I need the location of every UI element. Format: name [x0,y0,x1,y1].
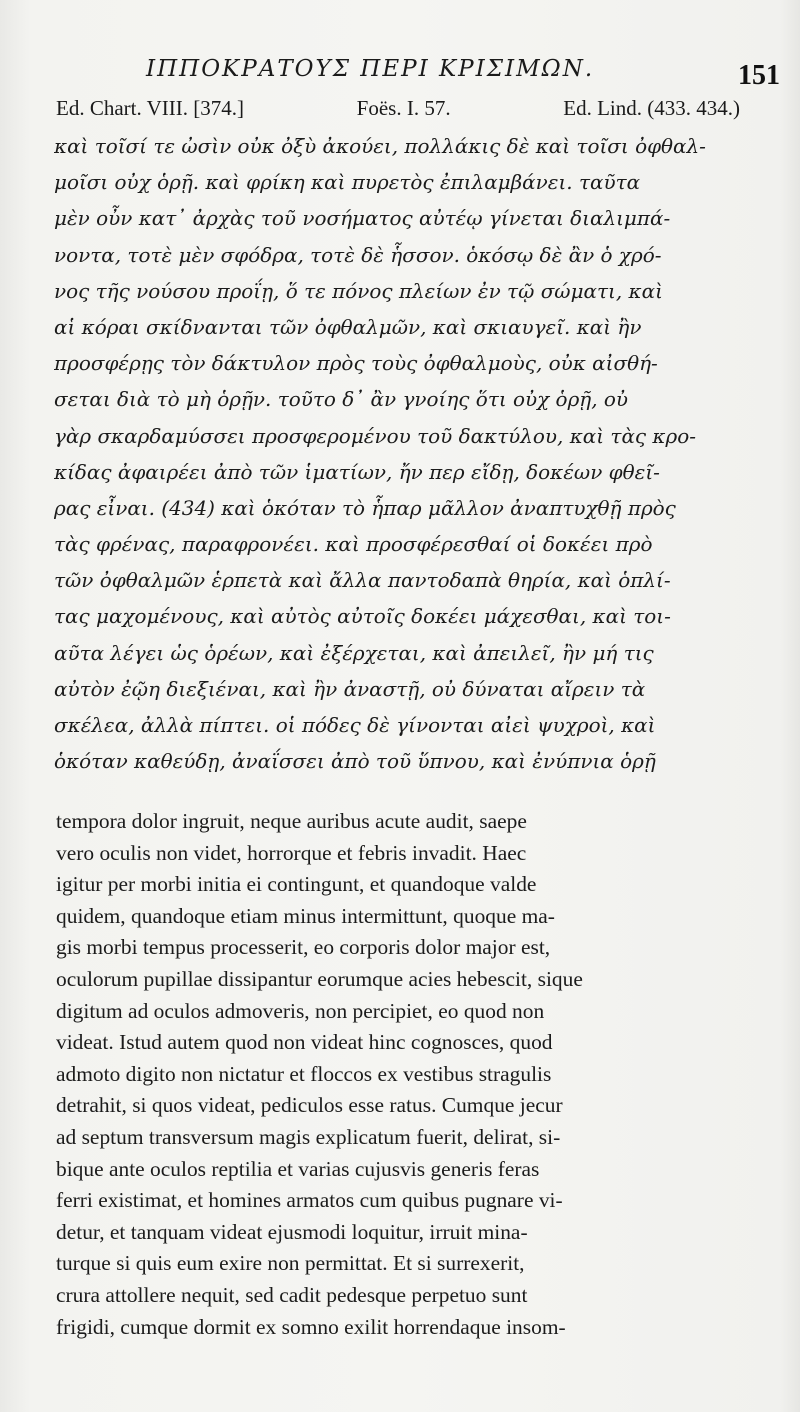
edition-foes-ref: Foës. I. 57. [356,96,451,120]
latin-line: turque si quis eum exire non permittat. Et si surrexerit, [56,1251,525,1276]
greek-line: τῶν ὀφθαλμῶν ἑρπετὰ καὶ ἄλλα παντοδαπὰ θηρία, καὶ ὁπλί- [54,568,671,593]
latin-line: gis morbi tempus processerit, eo corporis dolor major est, [56,935,551,960]
latin-line: bique ante oculos reptilia et varias cujusvis generis feras [56,1156,540,1181]
greek-line: αῦτα λέγει ὡς ὁρέων, καὶ ἐξέρχεται, καὶ ἀπειλεῖ, ἢν μή τις [54,640,654,665]
greek-line: γὰρ σκαρδαμύσσει προσφερομένου τοῦ δακτύλου, καὶ τὰς κρο- [54,423,696,448]
greek-line: ρας εἶναι. (434) καὶ ὁκόταν τὸ ἧπαρ μᾶλλον ἀναπτυχθῇ πρὸς [54,495,676,520]
edition-chart-ref: Ed. Chart. VIII. [374.] [56,96,244,120]
greek-line: μοῖσι οὐχ ὁρῇ. καὶ φρίκη καὶ πυρετὸς ἐπιλαμβάνει. ταῦτα [54,170,641,195]
greek-line: μὲν οὖν κατ᾽ ἀρχὰς τοῦ νοσήματος αὐτέῳ γίνεται διαλιμπά- [54,206,671,231]
greek-line: αὐτὸν ἐῷη διεξιέναι, καὶ ἢν ἀναστῇ, οὐ δύναται αἴρειν τὰ [54,676,646,701]
latin-line: crura attollere nequit, sed cadit pedesque perpetuo sunt [56,1282,528,1307]
latin-line: oculorum pupillae dissipantur eorumque acies hebescit, sique [56,966,583,991]
latin-text-block [56,806,746,1343]
greek-line: σεται διὰ τὸ μὴ ὁρῇν. τοῦτο δ᾽ ἂν γνοίης ὅτι οὐχ ὁρῇ, οὐ [54,387,629,412]
latin-line: tempora dolor ingruit, neque auribus acute audit, saepe [56,809,527,833]
greek-line: αἱ κόραι σκίδνανται τῶν ὀφθαλμῶν, καὶ σκιαυγεῖ. καὶ ἢν [54,314,642,339]
latin-line: igitur per morbi initia ei contingunt, et quandoque valde [56,872,537,897]
latin-line: quidem, quandoque etiam minus intermittunt, quoque ma- [56,903,555,928]
latin-line: videat. Istud autem quod non videat hinc cognosces, quod [56,1030,553,1055]
greek-line: καὶ τοῖσί τε ὠσὶν οὐκ ὀξὺ ἀκούει, πολλάκις δὲ καὶ τοῖσι ὀφθαλ- [54,134,706,158]
greek-line: τας μαχομένους, καὶ αὐτὸς αὐτοῖς δοκέει μάχεσθαι, καὶ τοι- [54,604,671,629]
edition-lind-ref: Ed. Lind. (433. 434.) [563,96,740,120]
greek-text-block [54,128,744,779]
edition-reference-line [56,96,740,121]
latin-line: ferri existimat, et homines armatos cum quibus pugnare vi- [56,1188,563,1213]
running-head-title: ΙΠΠΟΚΡΑΤΟΥΣ ΠΕΡΙ ΚΡΙΣΙΜΩΝ. [146,56,595,82]
latin-line: vero oculis non videt, horrorque et febris invadit. Haec [56,840,527,865]
greek-line: ὁκόταν καθεύδῃ, ἀναΐσσει ἀπὸ τοῦ ὕπνου, καὶ ἐνύπνια ὁρῇ [54,749,656,774]
latin-line: admoto digito non nictatur et floccos ex vestibus stragulis [56,1061,552,1086]
greek-line: σκέλεα, ἀλλὰ πίπτει. οἱ πόδες δὲ γίνονται αἰεὶ ψυχροὶ, καὶ [54,713,656,737]
greek-line: τὰς φρένας, παραφρονέει. καὶ προσφέρεσθαί οἱ δοκέει πρὸ [54,532,653,557]
latin-line: ad septum transversum magis explicatum fuerit, delirat, si- [56,1124,561,1149]
greek-line: νοντα, τοτὲ μὲν σφόδρα, τοτὲ δὲ ἧσσον. ὁκόσῳ δὲ ἂν ὁ χρό- [54,242,662,267]
running-head [100,52,780,92]
greek-line: νος τῆς νούσου προΐῃ, ὅ τε πόνος πλείων ἐν τῷ σώματι, καὶ [54,278,663,303]
latin-line: digitum ad oculos admoveris, non percipiet, eo quod non [56,998,545,1023]
greek-line: προσφέρῃς τὸν δάκτυλον πρὸς τοὺς ὀφθαλμοὺς, οὐκ αἰσθή- [54,351,658,376]
latin-line: detrahit, si quos videat, pediculos esse ratus. Cumque jecur [56,1093,563,1118]
latin-line: frigidi, cumque dormit ex somno exilit horrendaque insom- [56,1314,566,1339]
page-number: 151 [738,60,780,91]
latin-line: detur, et tanquam videat ejusmodi loquitur, irruit mina- [56,1219,528,1244]
greek-line: κίδας ἀφαιρέει ἀπὸ τῶν ἱματίων, ἤν περ εἴδῃ, δοκέων φθεῖ- [54,459,660,484]
